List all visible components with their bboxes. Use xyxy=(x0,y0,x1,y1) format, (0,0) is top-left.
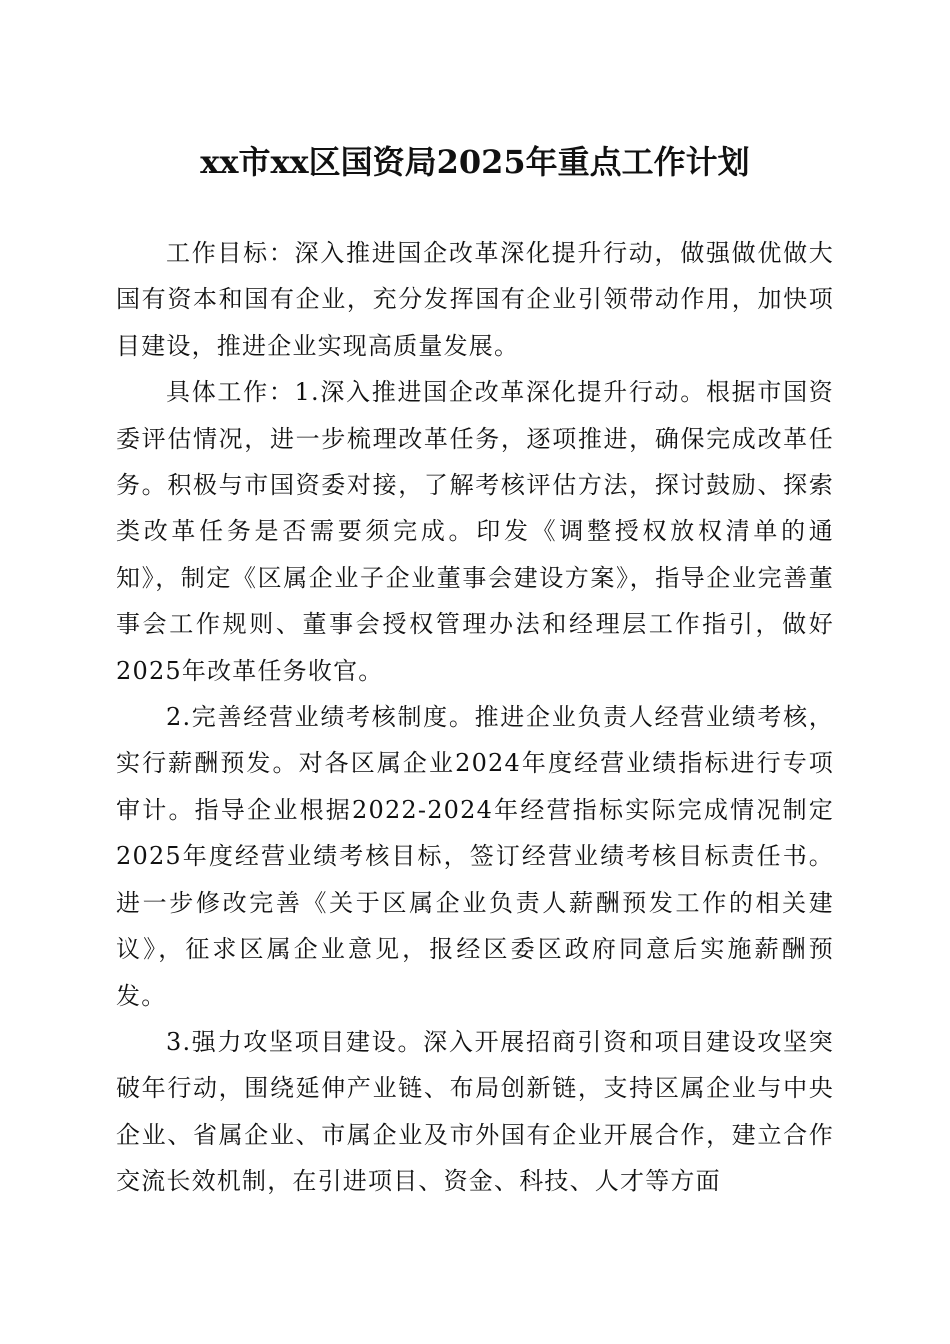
document-body xyxy=(116,230,834,1205)
paragraph-item-2: 2.完善经营业绩考核制度。推进企业负责人经营业绩考核，实行薪酬预发。对各区属企业2024年度经营业绩指标进行专项审计。指导企业根据2022-2024年经营指标实际完成情况制定2025年度经营业绩考核目标，签订经营业绩考核目标责任书。进一步修改完善《关于区属企业负责人薪酬预发工作的相关建议》，征求区属企业意见，报经区委区政府同意后实施薪酬预发。 xyxy=(116,703,834,1010)
paragraph-item-3: 3.强力攻坚项目建设。深入开展招商引资和项目建设攻坚突破年行动，围绕延伸产业链、布局创新链，支持区属企业与中央企业、省属企业、市属企业及市外国有企业开展合作，建立合作交流长效机制，在引进项目、资金、科技、人才等方面 xyxy=(116,1027,834,1196)
paragraph-work-goal: 工作目标：深入推进国企改革深化提升行动，做强做优做大国有资本和国有企业，充分发挥国有企业引领带动作用，加快项目建设，推进企业实现高质量发展。 xyxy=(116,239,834,360)
page-title: xx市xx区国资局2025年重点工作计划 xyxy=(200,143,750,181)
paragraph-item-1: 具体工作：1.深入推进国企改革深化提升行动。根据市国资委评估情况，进一步梳理改革任务，逐项推进，确保完成改革任务。积极与市国资委对接，了解考核评估方法，探讨鼓励、探索类改革任务是否需要须完成。印发《调整授权放权清单的通知》，制定《区属企业子企业董事会建设方案》，指导企业完善董事会工作规则、董事会授权管理办法和经理层工作指引，做好2025年改革任务收官。 xyxy=(116,378,834,685)
